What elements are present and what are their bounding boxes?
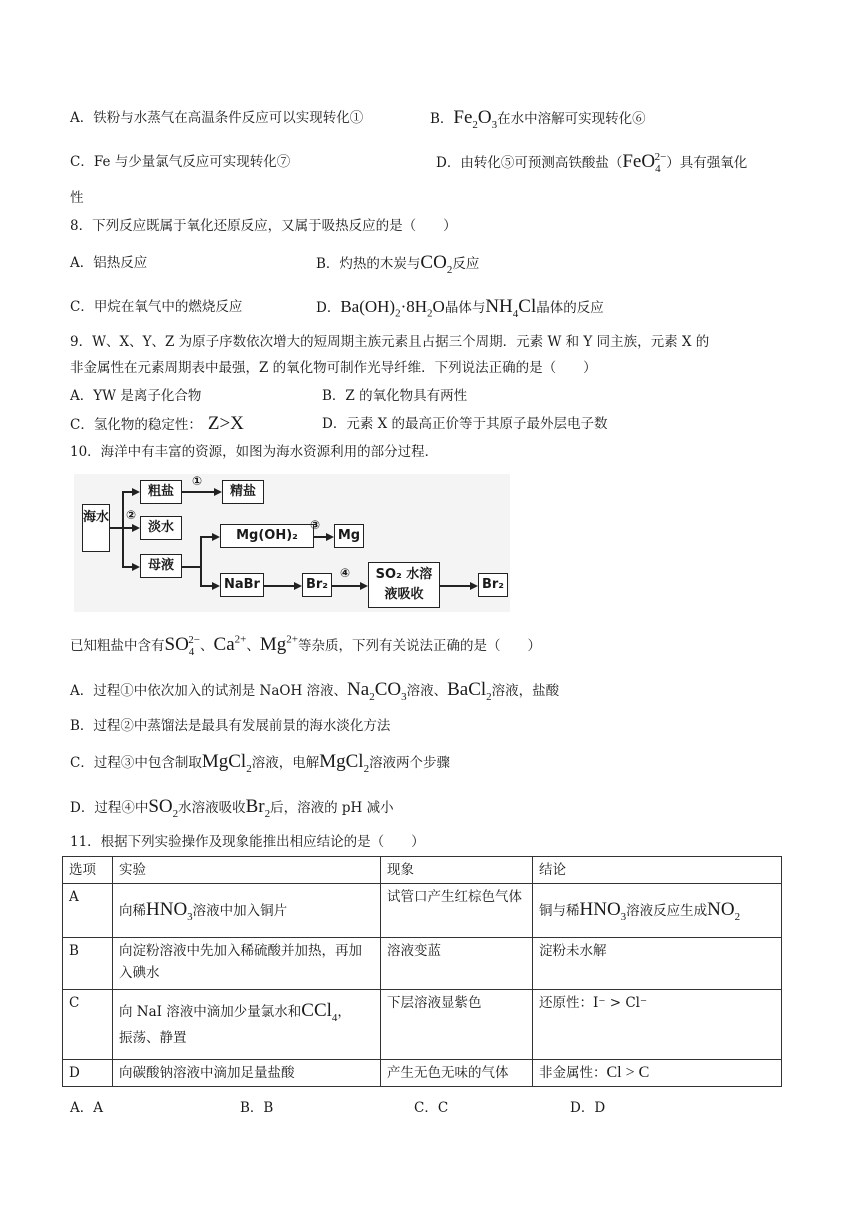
option-text: D．由转化⑤可预测高铁酸盐（ bbox=[436, 155, 623, 171]
text: C．过程③中包含制取 bbox=[70, 755, 202, 771]
q9-stem-line1: 9．W、X、Y、Z 为原子序数依次增大的短周期主族元素且占据三个周期．元素 W 和 Y 同主族，元素 X 的 bbox=[70, 334, 710, 350]
connector bbox=[332, 585, 362, 587]
q9-option-c bbox=[70, 414, 244, 435]
arrow bbox=[212, 533, 220, 541]
formula-br2: $Br_2$ bbox=[245, 796, 271, 820]
text: D．过程④中 bbox=[70, 800, 149, 816]
option-text: ）具有强氧化 bbox=[666, 155, 748, 171]
formula-mgcl2: MgCl$_2$ bbox=[319, 751, 370, 775]
connector bbox=[122, 491, 124, 568]
q11-choice-c: C．C bbox=[414, 1100, 449, 1116]
row-conclusion bbox=[533, 990, 782, 1060]
arrow bbox=[132, 524, 140, 532]
sep: 、 bbox=[200, 638, 214, 654]
q10-option-d bbox=[70, 797, 394, 818]
table-row bbox=[63, 938, 782, 990]
text: ， bbox=[337, 1004, 351, 1020]
row-option: D bbox=[63, 1060, 113, 1087]
formula-ca: $Ca^{2+}$ bbox=[213, 633, 247, 655]
row-conclusion bbox=[533, 1060, 782, 1087]
text: 溶液中加入铜片 bbox=[192, 903, 288, 919]
connector bbox=[440, 585, 472, 587]
q10-stem: 10．海洋中有丰富的资源，如图为海水资源利用的部分过程． bbox=[70, 444, 439, 460]
row-experiment: 向碳酸钠溶液中滴加足量盐酸 bbox=[113, 1060, 381, 1087]
q8-stem: 8．下列反应既属于氧化还原反应，又属于吸热反应的是（ ） bbox=[70, 218, 457, 234]
option-text: 晶体的反应 bbox=[536, 300, 604, 316]
q7-option-c: C．Fe 与少量氯气反应可实现转化⑦ bbox=[70, 154, 291, 170]
experiment-table bbox=[62, 856, 782, 1087]
row-phenomenon: 溶液变蓝 bbox=[381, 938, 533, 990]
seawater-box: 海水 bbox=[82, 504, 110, 552]
formula-z-gt-x: Z>X bbox=[207, 413, 244, 434]
arrow bbox=[294, 582, 302, 590]
text: 向 NaI 溶液中滴加少量氯水和 bbox=[119, 1004, 302, 1020]
text: 溶液、 bbox=[406, 683, 448, 699]
header-experiment: 实验 bbox=[113, 857, 381, 884]
formula-nonmetal: Cl > C bbox=[606, 1064, 650, 1081]
text: 已知粗盐中含有 bbox=[70, 638, 165, 654]
text: 溶液反应生成 bbox=[626, 903, 708, 919]
q8-option-a: A．铝热反应 bbox=[70, 255, 148, 271]
arrow bbox=[326, 533, 334, 541]
formula-co2: $CO_2$ bbox=[420, 252, 453, 276]
formula-fe2o3: $Fe_2O_3$ bbox=[453, 107, 498, 131]
header-conclusion: 结论 bbox=[533, 857, 782, 884]
q9-option-a: A．YW 是离子化合物 bbox=[70, 388, 202, 404]
header-phenomenon: 现象 bbox=[381, 857, 533, 884]
q7-option-d-continued: 性 bbox=[70, 190, 84, 206]
step-2-label: ② bbox=[126, 508, 137, 522]
seawater-process-diagram bbox=[74, 474, 510, 612]
q9-stem-line2: 非金属性在元素周期表中最强，Z 的氧化物可制作光导纤维．下列说法正确的是（ ） bbox=[70, 360, 597, 376]
formula-no2: $NO_2$ bbox=[707, 899, 741, 923]
text: 振荡、静置 bbox=[119, 1030, 187, 1046]
so2-absorb-line2: 液吸收 bbox=[384, 587, 424, 602]
mg-box: Mg bbox=[334, 524, 364, 548]
q10-option-c bbox=[70, 752, 450, 773]
table-header-row bbox=[63, 857, 782, 884]
mother-liquor-box: 母液 bbox=[140, 554, 182, 578]
text: 向稀 bbox=[119, 903, 146, 919]
row-phenomenon: 试管口产生红棕色气体 bbox=[381, 884, 533, 938]
text: A．过程①中依次加入的试剂是 NaOH 溶液、 bbox=[70, 683, 348, 699]
connector bbox=[200, 536, 202, 586]
row-phenomenon: 产生无色无味的气体 bbox=[381, 1060, 533, 1087]
crude-salt-box: 粗盐 bbox=[140, 480, 182, 504]
q11-choice-a: A．A bbox=[70, 1100, 103, 1116]
option-text: 在水中溶解可实现转化⑥ bbox=[497, 111, 646, 127]
option-label: D． bbox=[316, 300, 341, 316]
text: 水溶液吸收 bbox=[178, 800, 246, 816]
connector bbox=[182, 566, 202, 568]
sep: 、 bbox=[246, 638, 260, 654]
formula-hno3: $HNO_3$ bbox=[579, 899, 627, 923]
formula-ccl4: CCl$_4$ bbox=[301, 1000, 338, 1024]
text: 铜与稀 bbox=[539, 903, 580, 919]
q11-choice-b: B．B bbox=[240, 1100, 274, 1116]
row-option: B bbox=[63, 938, 113, 990]
row-option: A bbox=[63, 884, 113, 938]
row-option: C bbox=[63, 990, 113, 1060]
option-text: 晶体与 bbox=[444, 300, 486, 316]
q10-option-a bbox=[70, 680, 559, 701]
br2-box-a: Br₂ bbox=[302, 573, 332, 597]
connector bbox=[182, 491, 216, 493]
so2-absorb-line1: SO₂ 水溶 bbox=[375, 567, 433, 582]
row-conclusion: 淀粉未水解 bbox=[533, 938, 782, 990]
text: 还原性： bbox=[539, 995, 593, 1011]
q8-option-d bbox=[316, 297, 604, 318]
q9-option-b: B．Z 的氧化物具有两性 bbox=[322, 388, 468, 404]
row-phenomenon: 下层溶液显紫色 bbox=[381, 990, 533, 1060]
table-row bbox=[63, 1060, 782, 1087]
fresh-water-box: 淡水 bbox=[140, 516, 182, 540]
q10-known-impurities bbox=[70, 635, 541, 656]
arrow bbox=[212, 582, 220, 590]
text: 溶液，盐酸 bbox=[491, 683, 560, 699]
arrow bbox=[360, 582, 368, 590]
text: 溶液两个步骤 bbox=[369, 755, 451, 771]
text: 非金属性： bbox=[539, 1065, 607, 1081]
q8-option-c: C．甲烷在氧气中的燃烧反应 bbox=[70, 299, 243, 315]
q7-option-a: A．铁粉与水蒸气在高温条件反应可以实现转化① bbox=[70, 110, 364, 126]
row-experiment: 向淀粉溶液中先加入稀硫酸并加热，再加入碘水 bbox=[113, 938, 381, 990]
option-text: C．氢化物的稳定性： bbox=[70, 417, 202, 433]
refined-salt-box: 精盐 bbox=[222, 480, 264, 504]
arrow bbox=[132, 488, 140, 496]
row-experiment bbox=[113, 884, 381, 938]
formula-mgcl2: MgCl$_2$ bbox=[201, 751, 252, 775]
text: 等杂质，下列有关说法正确的是（ ） bbox=[297, 638, 541, 654]
nabr-box: NaBr bbox=[220, 573, 264, 597]
option-label: B． bbox=[430, 111, 454, 127]
formula-hno3: $HNO_3$ bbox=[146, 899, 193, 923]
q10-option-b: B．过程②中蒸馏法是最具有发展前景的海水淡化方法 bbox=[70, 718, 391, 734]
option-text: 反应 bbox=[452, 256, 480, 272]
table-row bbox=[63, 884, 782, 938]
connector bbox=[264, 585, 296, 587]
q7-option-d bbox=[436, 152, 747, 173]
formula-mg: $Mg^{2+}$ bbox=[259, 633, 298, 655]
formula-baoh2: $Ba(OH)_2\cdot 8H_2O$ bbox=[340, 297, 445, 320]
row-conclusion bbox=[533, 884, 782, 938]
text: 溶液，电解 bbox=[251, 755, 320, 771]
formula-feo4: FeO$_4^{2-}$ bbox=[622, 150, 667, 175]
br2-box-b: Br₂ bbox=[478, 573, 508, 597]
formula-so4: $SO_4^{2-}$ bbox=[164, 633, 201, 658]
formula-bacl2: BaCl$_2$ bbox=[447, 679, 492, 703]
q7-option-b bbox=[430, 108, 646, 129]
so2-absorb-box bbox=[368, 562, 440, 608]
q8-option-b bbox=[316, 253, 479, 274]
formula-reducibility: I⁻ > Cl⁻ bbox=[593, 995, 648, 1011]
mgoh2-box: Mg(OH)₂ bbox=[220, 524, 314, 548]
q11-choice-d: D．D bbox=[570, 1100, 606, 1116]
header-option: 选项 bbox=[63, 857, 113, 884]
row-experiment bbox=[113, 990, 381, 1060]
formula-so2: $SO_2$ bbox=[148, 796, 179, 820]
step-3-label: ③ bbox=[310, 518, 321, 532]
step-4-label: ④ bbox=[340, 566, 351, 580]
table-row bbox=[63, 990, 782, 1060]
q9-option-d: D．元素 X 的最高正价等于其原子最外层电子数 bbox=[322, 416, 608, 432]
connector bbox=[110, 527, 122, 529]
text: 后，溶液的 pH 减小 bbox=[270, 800, 394, 816]
formula-nh4cl: $NH_4Cl$ bbox=[485, 296, 537, 320]
q11-stem: 11．根据下列实验操作及现象能推出相应结论的是（ ） bbox=[70, 834, 425, 850]
option-text: B．灼热的木炭与 bbox=[316, 256, 421, 272]
formula-na2co3: $Na_2CO_3$ bbox=[347, 679, 407, 703]
arrow bbox=[470, 582, 478, 590]
arrow bbox=[132, 563, 140, 571]
arrow bbox=[214, 488, 222, 496]
step-1-label: ① bbox=[192, 474, 203, 488]
